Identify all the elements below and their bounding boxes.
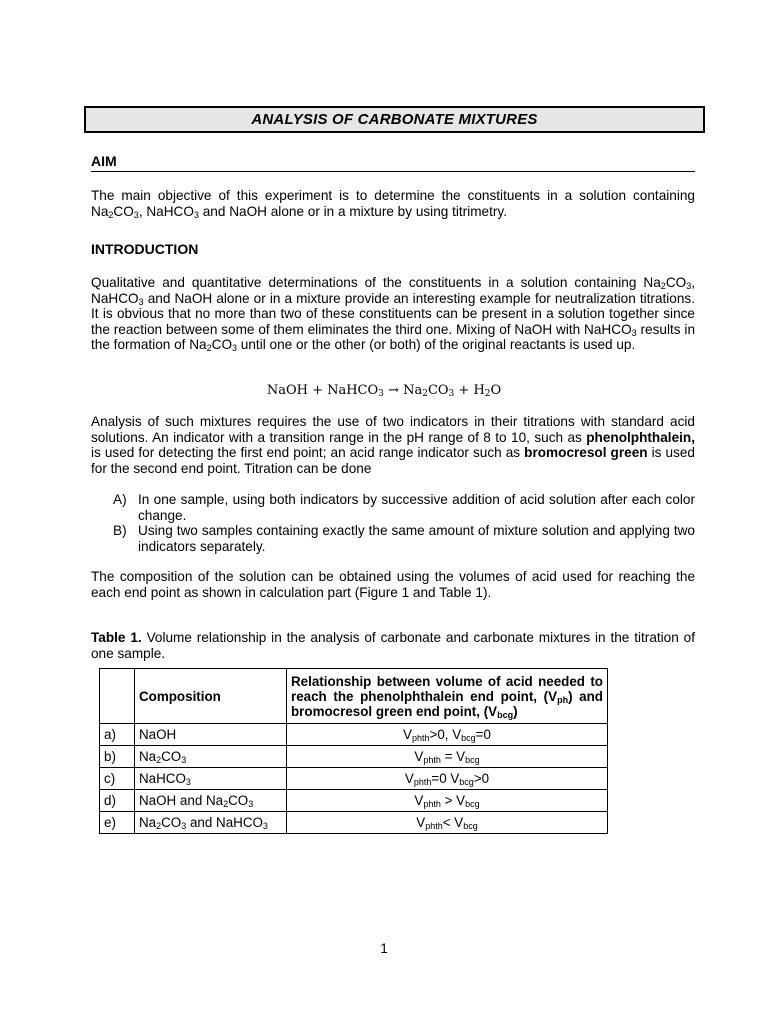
bold-term: phenolphthalein,: [586, 429, 695, 445]
row-relation: $V_{phth}=0$ $V_{bcg}>0$: [287, 768, 608, 790]
aim-text: The main objective of this experiment is to determine the constituents in a solution containing $Na_2CO_3$, NaHCO$_3$ and NaOH alone or in a mixture by using titrimetry.: [91, 188, 695, 220]
table-row: [100, 768, 608, 790]
table-row: [100, 724, 608, 746]
row-relation: $V_{phth} > V_{bcg}$: [287, 790, 608, 812]
row-composition: $Na_2CO_3$: [135, 746, 287, 768]
list-item: [91, 523, 695, 554]
document-title-text: ANALYSIS OF CARBONATE MIXTURES: [251, 111, 538, 128]
introduction-paragraph-2: Analysis of such mixtures requires the use of two indicators in their titrations with standard acid solutions. An indicator with a transition range in the pH range of 8 to 10, such as phenolphthalein, is used for detecting the first end point; an acid range indicator such as bromocresol green is used for the second end point. Titration can be done: [91, 414, 695, 476]
table-header-relationship: Relationship between volume of acid needed to reach the phenolphthalein end point, $(V_{ph})$ and bromocresol green end point, $(V_{bcg})$: [287, 669, 608, 724]
row-label: a): [100, 724, 135, 746]
list-item: [91, 492, 695, 523]
introduction-paragraph-3: The composition of the solution can be obtained using the volumes of acid used for reaching the each end point as shown in calculation part (Figure 1 and Table 1).: [91, 569, 695, 600]
list-item-label: B): [113, 523, 127, 539]
titration-methods-list: [91, 492, 695, 554]
row-label: d): [100, 790, 135, 812]
table-caption: [91, 630, 695, 661]
introduction-paragraph-1: Qualitative and quantitative determinations of the constituents in a solution containing $Na_2CO_3$, NaHCO$_3$ and NaOH alone or in a mixture provide an interesting example for neutralization titrations. It is obvious that no more than two of these constituents can be present in a solution together since the reaction between some of them eliminates the third one. Mixing of NaOH with NaHCO$_3$ results in the formation of $Na_2CO_3$ until one or the other (or both) of the original reactants is used up.: [91, 275, 696, 354]
table-header-blank: [100, 669, 135, 724]
row-label: c): [100, 768, 135, 790]
table-row: [100, 746, 608, 768]
reaction-equation: NaOH + NaHCO$_3$ → $Na_2CO_3 + H_2O$: [266, 383, 502, 399]
row-composition: $Na_2CO_3$ and NaHCO$_3$: [135, 812, 287, 834]
row-relation: $V_{phth}>0$, $V_{bcg}=0$: [287, 724, 608, 746]
table-header-composition: Composition: [135, 669, 287, 724]
row-composition: NaHCO$_3$: [135, 768, 287, 790]
page-number: 1: [380, 941, 388, 956]
aim-heading: AIM: [91, 153, 695, 172]
table-row: [100, 812, 608, 834]
document-title: [84, 106, 705, 133]
table-1: [99, 668, 608, 834]
row-relation: $V_{phth} = V_{bcg}$: [287, 746, 608, 768]
table-caption-text: Volume relationship in the analysis of carbonate and carbonate mixtures in the titration of one sample.: [91, 630, 696, 661]
list-item-text: In one sample, using both indicators by successive addition of acid solution after each color change.: [138, 492, 695, 523]
list-item-text: Using two samples containing exactly the same amount of mixture solution and applying two indicators separately.: [138, 523, 695, 554]
row-label: b): [100, 746, 135, 768]
table-caption-label: Table 1.: [91, 630, 142, 645]
row-label: e): [100, 812, 135, 834]
row-relation: $V_{phth}< V_{bcg}$: [287, 812, 608, 834]
bold-term: bromocresol green: [524, 445, 648, 461]
row-composition: NaOH: [135, 724, 287, 746]
table-row: [100, 790, 608, 812]
introduction-heading: INTRODUCTION: [91, 241, 199, 257]
list-item-label: A): [113, 492, 127, 507]
row-composition: NaOH and $Na_2CO_3$: [135, 790, 287, 812]
